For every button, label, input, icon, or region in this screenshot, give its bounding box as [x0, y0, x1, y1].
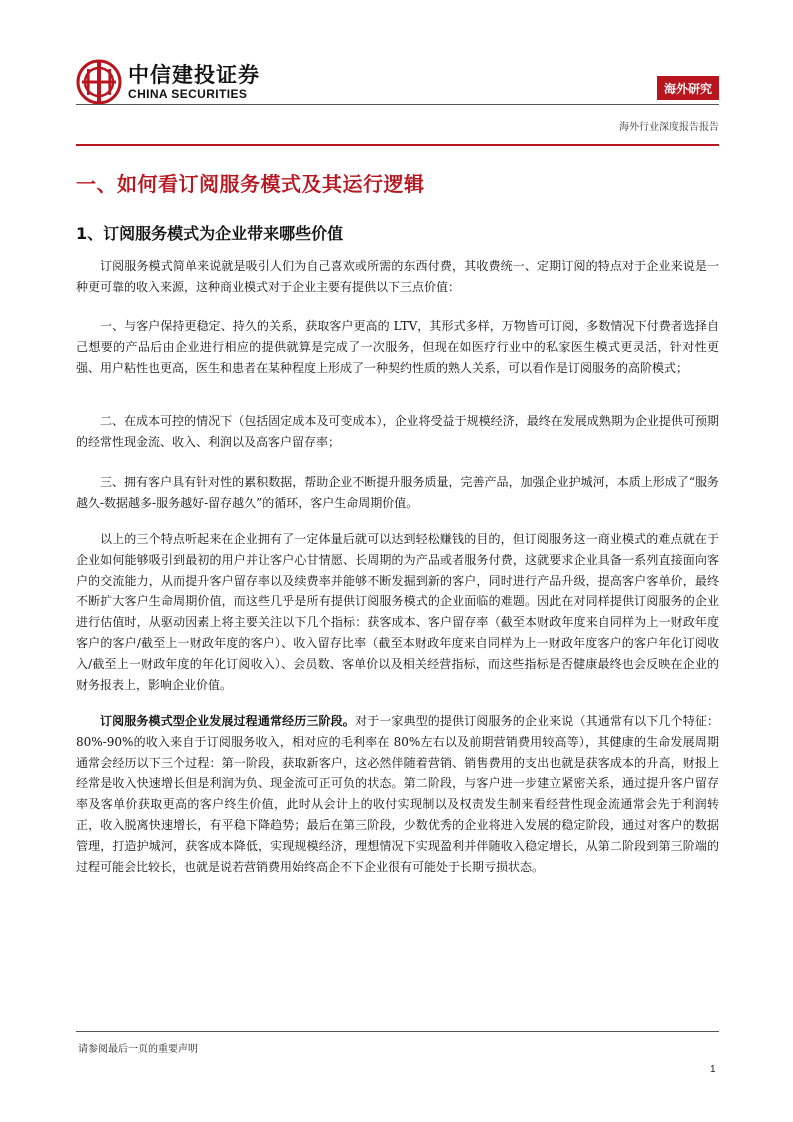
header-red-divider — [76, 144, 719, 146]
paragraph-value-two: 二、在成本可控的情况下（包括固定成本及可变成本），企业将受益于规模经济，最终在发展成熟期为企业提供可预期的经常性现金流、收入、利润以及高客户留存率； — [76, 414, 719, 449]
logo-english-name: CHINA SECURITIES — [128, 86, 248, 101]
subsection-heading: 1、订阅服务模式为企业带来哪些价值 — [76, 224, 344, 243]
header-divider — [76, 104, 719, 105]
china-securities-logo-icon — [76, 59, 122, 105]
section-tag: 海外研究 — [657, 76, 719, 100]
paragraph-body: 对于一家典型的提供订阅服务的企业来说（其通常有以下几个特征：80%-90%的收入来自于订阅服务收入，相对应的毛利率在 80%左右以及前期营销费用较高等），其健康的生命发展周期通常会经历以下三个过程：第一阶段，获取新客户，这必然伴随着营销、销售费用的支出也就是获客成本的升高，财报上经常是收入快速增长但是利润为负、现金流可正可负的状态。第二阶段，与客户进一步建立紧密关系，通过提升客户留存率及客单价获取更高的客户终生价值，此时从会计上的收付实现制以及权责发生制来看经营性现金流通常会先于利润转正，收入脱离快速增长，有平稳下降趋势；最后在第三阶段，少数优秀的企业将进入发展的稳定阶段，通过对客户的数据管理，打造护城河，获客成本降低，实现规模经济，理想情况下实现盈利并伴随收入稳定增长，从第二阶段到第三阶端的过程可能会比较长，也就是说若营销费用始终高企不下企业很有可能处于长期亏损状态。 — [76, 714, 719, 874]
paragraph-value-three: 三、拥有客户具有针对性的累积数据，帮助企业不断提升服务质量，完善产品，加强企业护城河，本质上形成了“服务越久-数据越多-服务越好-留存越久”的循环，客户生命周期价值。 — [76, 475, 719, 510]
paragraph-lead-sentence: 订阅服务模式型企业发展过程通常经历三阶段。 — [100, 714, 355, 728]
section-heading: 一、如何看订阅服务模式及其运行逻辑 — [76, 172, 425, 196]
report-type-label: 海外行业深度报告报告 — [619, 122, 719, 133]
paragraph-three-stages — [76, 711, 719, 877]
paragraph-value-one: 一、与客户保持更稳定、持久的关系，获取客户更高的 LTV，其形式多样，万物皆可订阅，多数情况下付费者选择自己想要的产品后由企业进行相应的提供就算是完成了一次服务，但现在如医疗行业中的私家医生模式更灵活，针对性更强、用户粘性也更高，医生和患者在某种程度上形成了一种契约性质的熟人关系，可以看作是订阅服务的高阶模式； — [76, 319, 719, 375]
page-number: 1 — [710, 1064, 716, 1075]
paragraph-intro: 订阅服务模式简单来说就是吸引人们为自己喜欢或所需的东西付费，其收费统一、定期订阅的特点对于企业来说是一种更可靠的收入来源，这种商业模式对于企业主要有提供以下三点价值： — [76, 259, 719, 294]
footer-disclaimer: 请参阅最后一页的重要声明 — [78, 1044, 198, 1055]
logo-chinese-name: 中信建投证券 — [128, 62, 260, 87]
paragraph-difficulty: 以上的三个特点听起来在企业拥有了一定体量后就可以达到轻松赚钱的目的，但订阅服务这一商业模式的难点就在于企业如何能够吸引到最初的用户并让客户心甘情愿、长周期的为产品或者服务付费，这就要求企业具备一系列直接面向客户的交流能力，从而提升客户留存率以及续费率并能够不断发掘到新的客户，同时进行产品升级，提高客户客单价，最终不断扩大客户生命周期价值，而这些几乎是所有提供订阅服务模式的企业面临的难题。因此在对同样提供订阅服务的企业进行估值时，从驱动因素上将主要关注以下几个指标：获客成本、客户留存率（截至本财政年度来自同样为上一财政年度客户的客户/截至上一财政年度的客户）、收入留存比率（截至本财政年度来自同样为上一财政年度客户的客户年化订阅收入/截至上一财政年度的年化订阅收入）、会员数、客单价以及相关经营指标，而这些指标是否健康最终也会反映在企业的财务报表上，影响企业价值。 — [76, 532, 719, 692]
logo-text — [128, 63, 260, 102]
company-logo — [76, 58, 260, 106]
footer-divider — [76, 1031, 719, 1032]
